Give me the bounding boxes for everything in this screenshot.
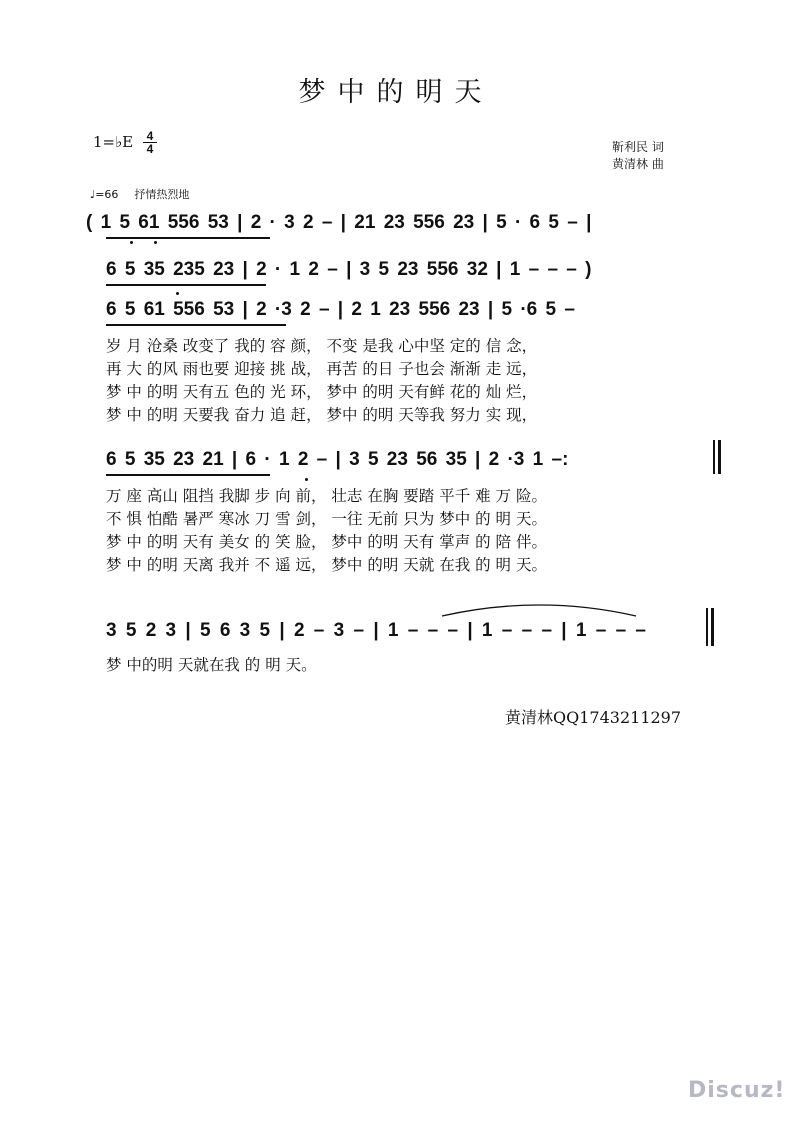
expression-term: 抒情热烈地	[134, 188, 190, 201]
underline-row3	[106, 324, 286, 326]
lyric-line-2: 再 大 的风 雨也要 迎接 挑 战， 再苦 的日 子也会 渐渐 走 远，	[106, 360, 538, 378]
time-signature-bottom: 4	[143, 142, 157, 155]
lyric-line-5: 万 座 高山 阻挡 我脚 步 向 前， 壮志 在胸 要踏 平千 难 万 险。	[106, 487, 547, 505]
underline-row2	[106, 284, 266, 286]
score-row-4: 6 5 35 23 21 | 6 · 1 2 – | 3 5 23 56 35 | 2 ·3 1 –:	[106, 449, 569, 470]
lyric-coda: 梦 中的明 天就在我 的 明 天。	[106, 656, 317, 674]
lyric-line-1: 岁 月 沧桑 改变了 我的 容 颜， 不变 是我 心中坚 定的 信 念，	[106, 337, 538, 355]
time-signature-top: 4	[146, 129, 154, 143]
key-signature: 1=♭E	[93, 133, 134, 151]
underline-row4	[106, 474, 270, 476]
score-row-5: 3 5 2 3 | 5 6 3 5 | 2 – 3 – | 1 – – – | 1 – – – | 1 – – –	[106, 620, 646, 641]
song-title: 梦中的明天	[298, 77, 494, 108]
tempo-marking	[90, 186, 189, 202]
low-dot	[154, 241, 157, 244]
author-contact: 黄清林QQ1743211297	[505, 708, 682, 727]
repeat-bar-thick	[718, 440, 721, 474]
score-row-3: 6 5 61 556 53 | 2 ·3 2 – | 2 1 23 556 23 | 5 ·6 5 –	[106, 299, 575, 320]
composer-credit: 黄清林 曲	[612, 157, 664, 171]
lyric-line-7: 梦 中 的明 天有 美女 的 笑 脸， 梦中 的明 天有 掌声 的 陪 伴。	[106, 533, 547, 551]
lyric-line-4: 梦 中 的明 天要我 奋力 追 赶， 梦中 的明 天等我 努力 实 现，	[106, 406, 538, 424]
tie-arc	[440, 600, 640, 620]
time-signature	[143, 130, 157, 155]
tempo-mark: ♩=66	[90, 188, 119, 201]
underline-row1	[106, 237, 270, 239]
discuz-watermark: Discuz!	[688, 1078, 786, 1103]
lyricist-credit: 靳利民 词	[612, 140, 664, 154]
final-bar-thick	[711, 608, 714, 646]
lyric-line-6: 不 惧 怕酷 暑严 寒冰 刀 雪 剑， 一往 无前 只为 梦中 的 明 天。	[106, 510, 547, 528]
final-bar	[706, 608, 708, 646]
repeat-bar	[713, 440, 715, 474]
lyric-line-8: 梦 中 的明 天离 我并 不 遥 远， 梦中 的明 天就 在我 的 明 天。	[106, 556, 547, 574]
lyric-line-3: 梦 中 的明 天有五 色的 光 环， 梦中 的明 天有鲜 花的 灿 烂，	[106, 383, 538, 401]
score-row-1: ( 1 5 61 556 53 | 2 · 3 2 – | 21 23 556 23 | 5 · 6 5 – |	[86, 212, 592, 233]
score-row-2: 6 5 35 235 23 | 2 · 1 2 – | 3 5 23 556 32 | 1 – – – )	[106, 259, 592, 280]
low-dot	[305, 478, 308, 481]
low-dot	[130, 241, 133, 244]
high-dot	[176, 292, 179, 295]
